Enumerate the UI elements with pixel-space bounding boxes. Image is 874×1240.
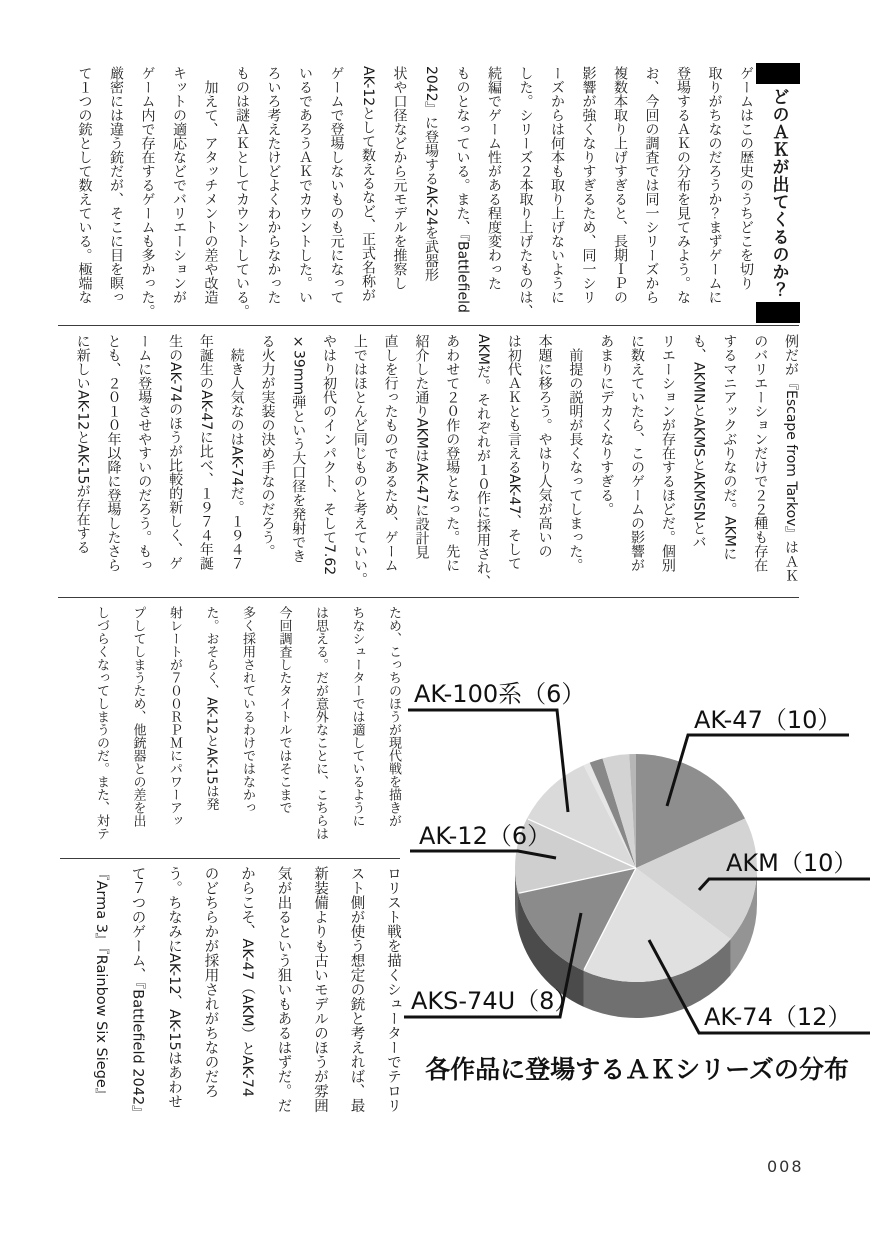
text-column: 『Arma 3』『Rainbow Six Siege』 <box>93 866 109 1103</box>
pie-label-AK-74: AK-74（12） <box>704 1003 852 1031</box>
pie-label-AKS-74U: AKS-74U（8） <box>411 987 579 1015</box>
text-column: 多く採用されているわけではなかっ <box>240 606 255 814</box>
text-column: 2042』に登場するAK-24を武器形 <box>423 66 439 282</box>
text-column: ×39mm弾という大口径を発射でき <box>290 334 307 564</box>
text-column: 生のAK-74のほうが比較的新しく、ゲ <box>167 334 184 571</box>
text-column: 状や口径などから元モデルを推察し <box>391 66 408 290</box>
text-column: 本題に移ろう。やはり人気が高いの <box>536 334 553 558</box>
text-column: した。シリーズ２本取り上げたものは、 <box>517 66 534 318</box>
text-column: あわせて２０作の登場となった。先に <box>444 334 461 572</box>
text-column: ゲームはこの歴史のうちどこを切り <box>738 66 754 290</box>
text-column: ゲームで登場しないものも元になって <box>328 66 345 304</box>
text-column: AK-12として数えるなど、正式名称が <box>360 66 376 303</box>
text-column: 例だが『Escape from Tarkov』はＡＫ <box>783 334 799 583</box>
text-column: 取りがちなのだろうか？まずゲームに <box>706 66 723 304</box>
text-column: 新装備よりも古いモデルのほうが雰囲 <box>312 866 328 1113</box>
text-column: しづらくなってしまうのだ。また、対テ <box>94 606 109 840</box>
text-column: て７つのゲーム、『Battlefield 2042』 <box>129 866 146 1120</box>
text-column: ため、こっちのほうが現代戦を描きが <box>386 606 401 827</box>
text-column: ものとなっている。また、『Battlefield <box>454 66 471 313</box>
text-column: る火力が実装の決め手なのだろう。 <box>259 334 276 558</box>
text-column: からこそ、AK-47（AKM）とAK-74 <box>239 866 255 1098</box>
text-column: するマニアックぶりなのだ。AKMに <box>721 334 738 561</box>
text-column: スト側が使う想定の銃と考えれば、最 <box>348 866 365 1113</box>
text-column: のバリエーションだけで２２種も存在 <box>752 334 769 572</box>
text-column: 前提の説明が長くなってしまった。 <box>567 334 584 572</box>
text-column: た。おそらく、AK-12とAK-15は発 <box>203 606 219 811</box>
text-column: 厳密には違う銃だが、そこに目を瞑っ <box>108 66 124 304</box>
section-title: どのＡＫが出てくるのか？ <box>768 88 789 298</box>
text-column: は思える。だが意外なことに、こちらは <box>313 606 328 840</box>
text-column: ちなシューターでは適しているように <box>349 606 365 827</box>
text-column: いるであろうＡＫでカウントした。い <box>297 66 313 304</box>
text-column: お、今回の調査では同一シリーズから <box>643 66 660 304</box>
page-number: 008 <box>767 1157 804 1176</box>
text-column: 上ではほとんど同じものと考えていい。 <box>351 334 368 586</box>
text-column: 加えて、アタッチメントの差や改造 <box>202 66 219 304</box>
text-column: ものは謎ＡＫとしてカウントしている。 <box>234 66 250 318</box>
text-column: 射レートが７００ＲＰＭにパワーアッ <box>167 606 182 827</box>
text-column: 登場するＡＫの分布を見てみよう。な <box>675 66 691 304</box>
text-column: 直しを行ったものであるため、ゲーム <box>382 334 399 572</box>
text-column: も、AKMNとAKMSとAKMSNとバ <box>690 334 707 550</box>
text-column: 気が出るという狙いもあるはずだ。だ <box>275 866 292 1113</box>
text-column: う。ちなみにAK-12、AK-15はあわせ <box>166 866 182 1109</box>
pie-label-AK-100系: AK-100系（6） <box>414 680 586 708</box>
text-column: 複数本取り上げすぎると、長期ＩＰの <box>612 66 628 304</box>
text-column: 今回調査したタイトルではそこまで <box>276 606 292 814</box>
text-column: プしてしまうため、他銃器との差を出 <box>130 606 146 827</box>
pie-label-AK-12: AK-12（6） <box>419 822 552 850</box>
text-column: キットの適応などでバリエーションが <box>171 66 187 304</box>
text-column: リエーションが存在するほどだ。個別 <box>659 334 676 572</box>
text-column: 続編でゲーム性がある程度変わった <box>486 66 502 290</box>
text-column: 影響が強くなりすぎるため、同一シリ <box>580 66 597 304</box>
text-column: ーズからは何本も取り上げないように <box>549 66 565 304</box>
text-column: 年誕生のAK-47に比べ、１９７４年誕 <box>197 334 214 571</box>
text-column: とも、２０１０年以降に登場したさら <box>105 334 122 572</box>
text-column: ゲーム内で存在するゲームも多かった。 <box>139 66 156 318</box>
text-column: は初代ＡＫとも言えるAK-47、そして <box>505 334 522 571</box>
pie-label-AKM: AKM（10） <box>726 849 858 877</box>
text-column: ームに登場させやすいのだろう。もっ <box>136 334 153 572</box>
pie-label-AK-47: AK-47（10） <box>694 706 842 734</box>
text-column: に数えていたら、このゲームの影響が <box>629 334 646 572</box>
text-column: 続き人気なのはAK-74だ。１９４７ <box>228 334 245 571</box>
text-column: ろいろ考えたけどよくわからなかった <box>265 66 282 304</box>
text-column: やはり初代のインパクト、そして7.62 <box>321 334 338 576</box>
text-column: 紹介した通りAKMはAK-47に設計見 <box>413 334 430 559</box>
text-column: あまりにデカくなりすぎる。 <box>598 334 615 516</box>
text-column: AKMだ。それぞれが１０作に採用され、 <box>475 334 492 589</box>
text-column: に新しいAK-12とAK-15が存在する <box>74 334 91 555</box>
text-column: て１つの銃として数えている。極端な <box>76 66 93 304</box>
chart-caption: 各作品に登場するＡＫシリーズの分布 <box>425 1055 849 1084</box>
text-column: のどちらかが採用されがちなのだろ <box>202 866 219 1098</box>
text-column: ロリスト戦を描くシューターでテロリ <box>385 866 401 1113</box>
